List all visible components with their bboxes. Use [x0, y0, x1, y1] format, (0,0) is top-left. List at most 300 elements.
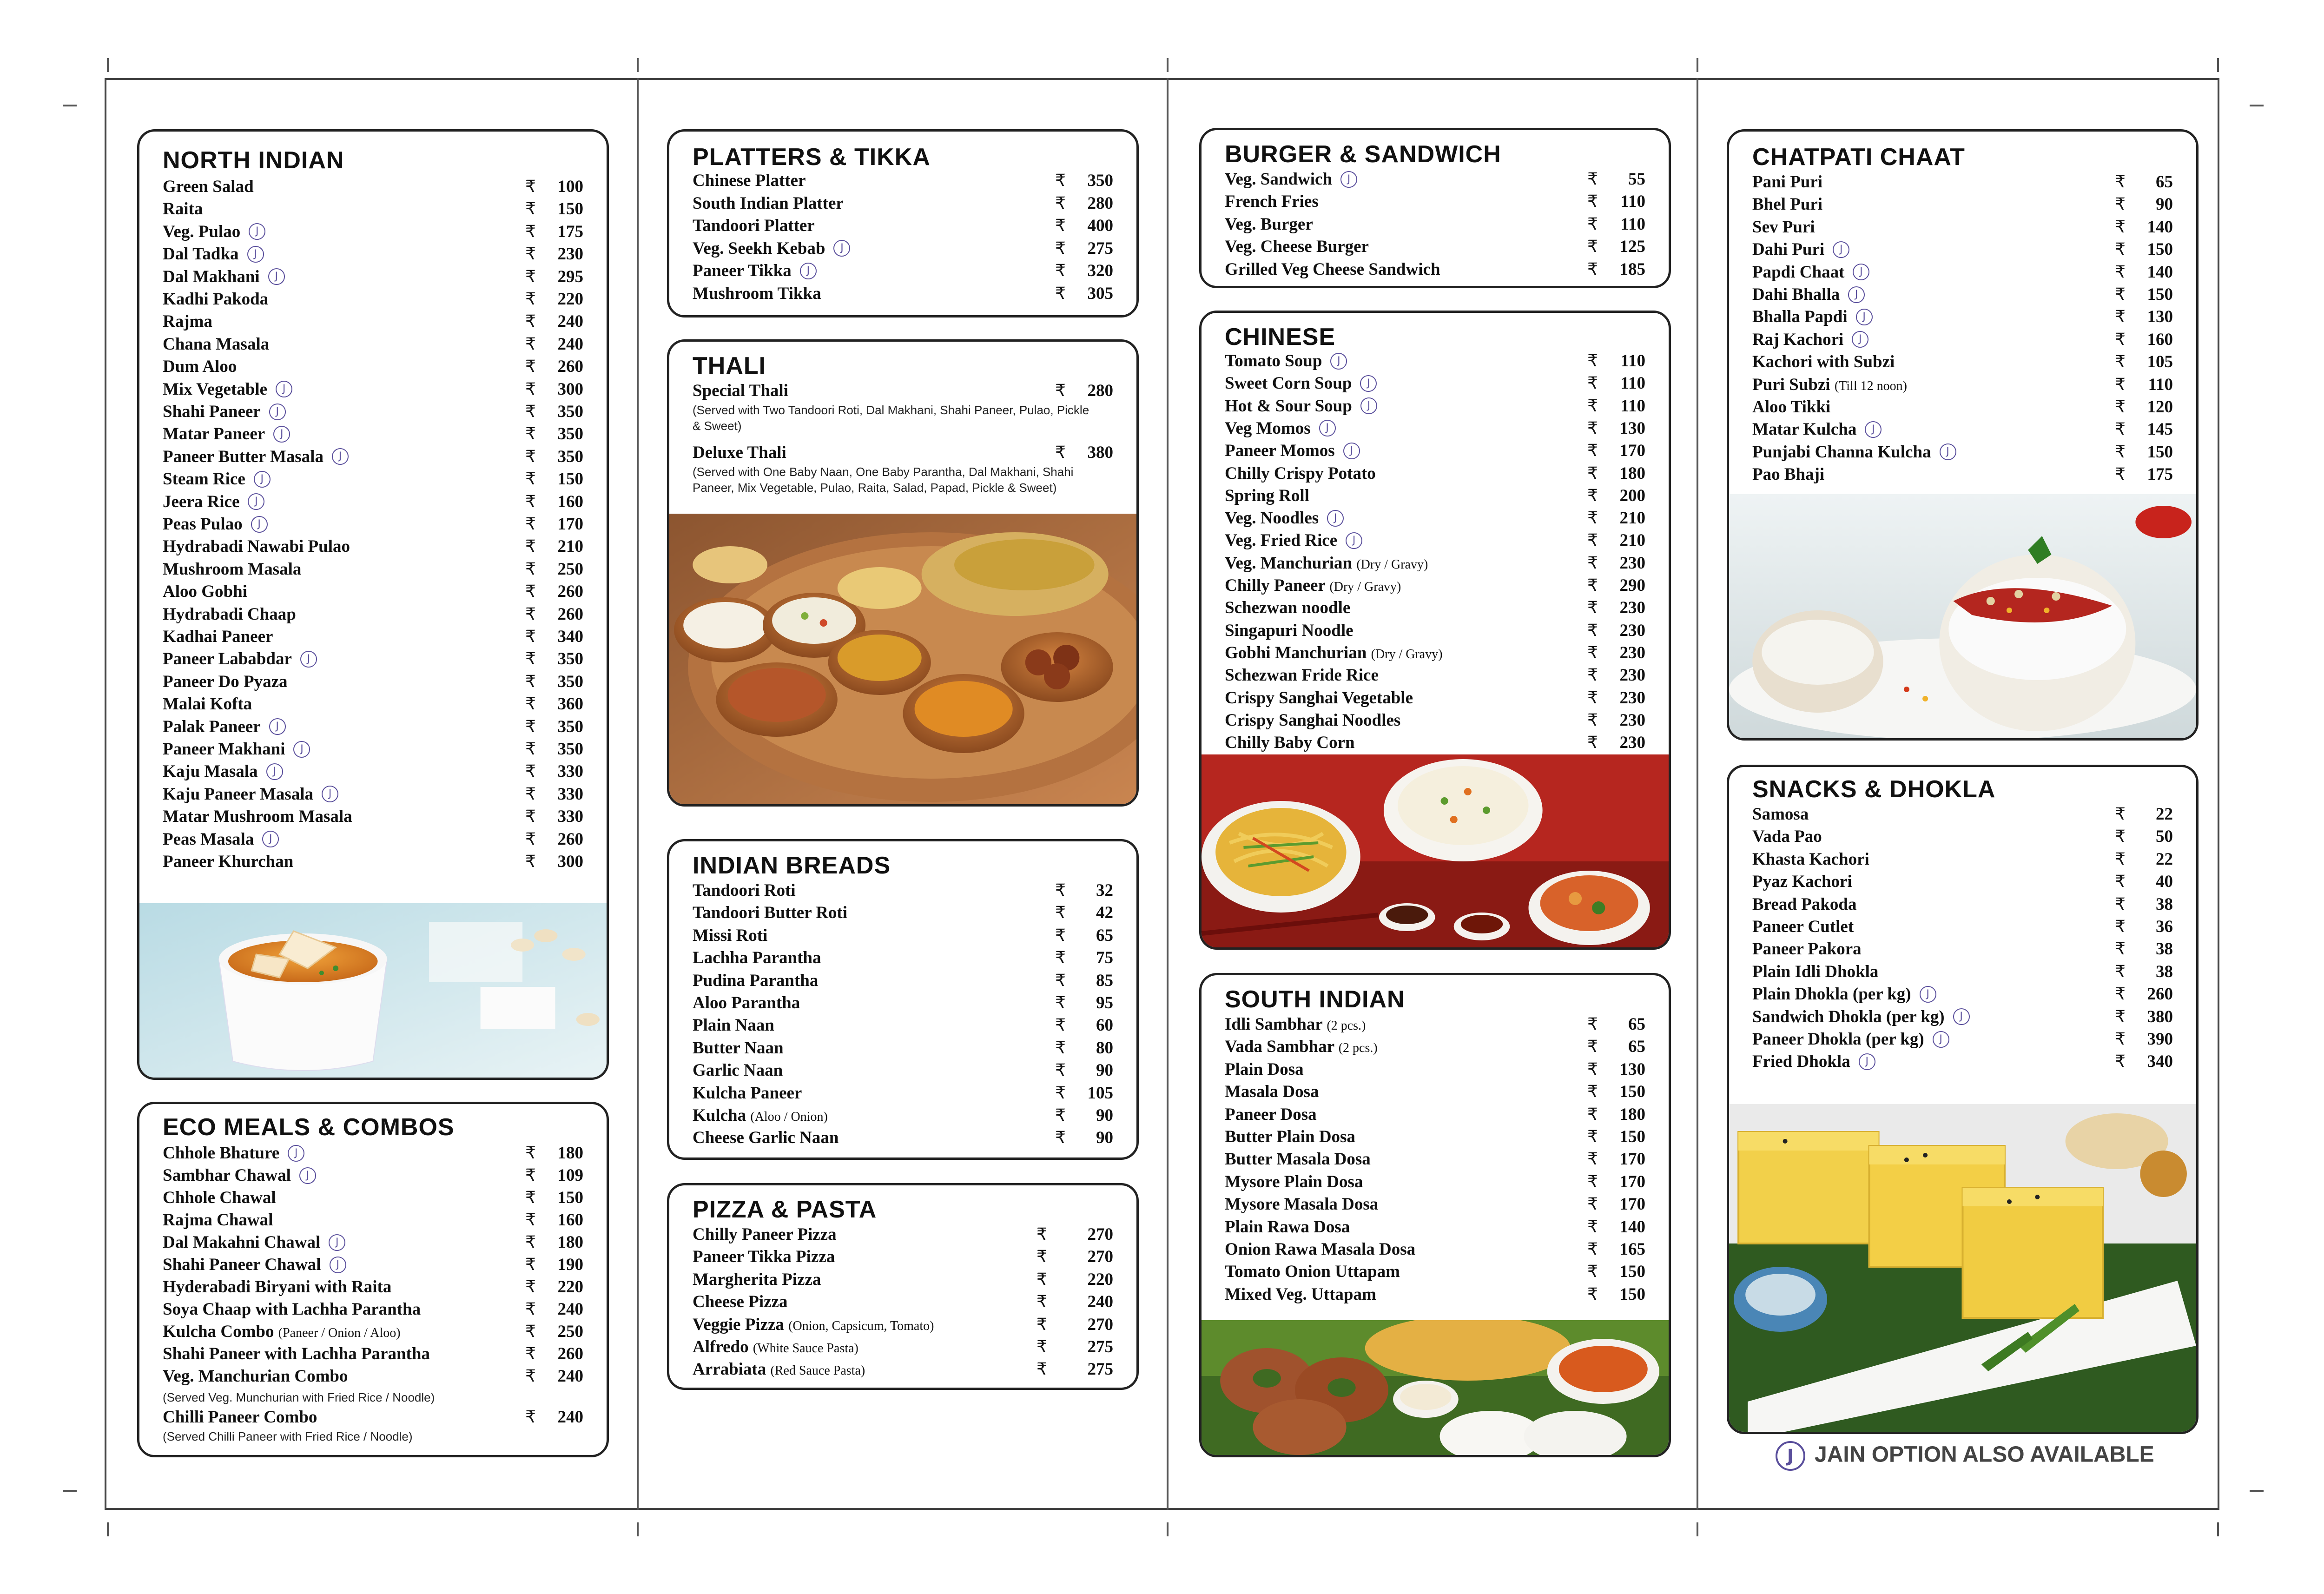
rupee-icon: ₹ — [525, 402, 536, 421]
rupee-icon: ₹ — [1587, 509, 1598, 528]
rupee-icon: ₹ — [525, 379, 536, 399]
item-price: 220 — [1087, 1270, 1113, 1289]
rupee-icon: ₹ — [525, 672, 536, 691]
rupee-icon: ₹ — [525, 740, 536, 759]
rupee-icon: ₹ — [1055, 948, 1066, 968]
item-name: French Fries — [1225, 192, 1319, 212]
item-price: 105 — [2147, 352, 2173, 372]
item-price: 125 — [1619, 237, 1645, 257]
item-price: 230 — [557, 245, 583, 264]
menu-item — [1752, 848, 2173, 871]
menu-item — [1752, 418, 2173, 441]
rupee-icon: ₹ — [525, 470, 536, 489]
item-name: Matar Paneer J — [163, 423, 290, 445]
item-name: Chhole Chawal — [163, 1188, 276, 1207]
item-price: 109 — [557, 1166, 583, 1185]
item-note: (Aloo / Onion) — [750, 1110, 828, 1124]
item-price: 80 — [1096, 1038, 1113, 1058]
rupee-icon: ₹ — [1587, 666, 1598, 685]
item-price: 300 — [557, 852, 583, 871]
item-price: 270 — [1087, 1315, 1113, 1334]
item-name: Shahi Paneer Chawal J — [163, 1254, 346, 1276]
item-price: 230 — [1619, 688, 1645, 708]
item-name: Soya Chaap with Lachha Parantha — [163, 1300, 421, 1319]
menu-item — [163, 1142, 583, 1164]
item-price: 38 — [2156, 962, 2173, 981]
jain-icon: J — [276, 381, 292, 397]
menu-item — [1225, 168, 1645, 191]
item-price: 305 — [1087, 284, 1113, 303]
menu-item — [693, 1059, 1113, 1082]
item-price: 65 — [1628, 1015, 1645, 1034]
item-note: (Dry / Gravy) — [1356, 557, 1428, 572]
menu-item — [693, 1127, 1113, 1149]
item-name: Rajma Chawal — [163, 1210, 273, 1230]
rupee-icon: ₹ — [1055, 284, 1066, 303]
item-name: Arrabiata (Red Sauce Pasta) — [693, 1360, 865, 1379]
jain-icon: J — [251, 516, 268, 533]
menu-item — [1225, 1104, 1645, 1126]
rupee-icon: ₹ — [1055, 1038, 1066, 1058]
menu-item — [693, 260, 1113, 282]
menu-item — [163, 1254, 583, 1276]
item-price: 230 — [1619, 621, 1645, 640]
item-name: Malai Kofta — [163, 694, 252, 714]
item-name: Pani Puri — [1752, 172, 1823, 192]
rupee-icon: ₹ — [1587, 1105, 1598, 1124]
rupee-icon: ₹ — [1055, 261, 1066, 280]
item-price: 350 — [557, 717, 583, 736]
rupee-icon: ₹ — [1587, 463, 1598, 483]
item-name: Fried Dhokla J — [1752, 1051, 1875, 1073]
rupee-icon: ₹ — [1587, 531, 1598, 550]
item-name: Matar Mushroom Masala — [163, 807, 352, 827]
item-name: Green Salad — [163, 177, 254, 196]
crop-mark — [63, 105, 77, 106]
menu-item — [163, 1231, 583, 1254]
item-name: Kulcha Paneer — [693, 1083, 802, 1103]
item-name: Peas Pulao J — [163, 513, 268, 536]
jain-icon: J — [248, 493, 264, 510]
item-name: Veggie Pizza (Onion, Capsicum, Tomato) — [693, 1315, 934, 1334]
section-north-indian — [137, 129, 609, 1080]
item-price: 260 — [557, 357, 583, 377]
item-name: Bhalla Papdi J — [1752, 306, 1873, 328]
jain-icon: J — [1330, 353, 1347, 370]
menu-item — [1225, 1283, 1645, 1306]
menu-item — [693, 1082, 1113, 1105]
jain-icon: J — [299, 1167, 316, 1184]
item-price: 60 — [1096, 1016, 1113, 1035]
item-name: Paneer Do Pyaza — [163, 672, 288, 691]
item-name: Matar Kulcha J — [1752, 418, 1882, 441]
item-price: 150 — [557, 470, 583, 489]
item-name: Cheese Garlic Naan — [693, 1128, 839, 1148]
jain-icon: J — [1953, 1008, 1970, 1025]
section-title: CHATPATI CHAAT — [1752, 144, 1965, 171]
item-price: 300 — [557, 379, 583, 399]
item-name: Chilly Paneer (Dry / Gravy) — [1225, 576, 1401, 595]
item-name: Kulcha Combo (Paneer / Onion / Aloo) — [163, 1322, 401, 1341]
item-price: 220 — [557, 290, 583, 309]
item-price: 350 — [557, 447, 583, 466]
rupee-icon: ₹ — [525, 447, 536, 466]
item-name: Vada Pao — [1752, 827, 1822, 847]
item-name: Kadhai Paneer — [163, 627, 273, 646]
section-snacks-dhokla — [1727, 765, 2199, 1434]
menu-item — [163, 738, 583, 761]
rupee-icon: ₹ — [525, 649, 536, 669]
item-note: (White Sauce Pasta) — [753, 1341, 858, 1356]
item-price: 42 — [1096, 903, 1113, 923]
item-price: 90 — [1096, 1061, 1113, 1080]
menu-item — [1752, 351, 2173, 373]
menu-item — [163, 491, 583, 513]
fold-line — [1167, 78, 1169, 1510]
rupee-icon: ₹ — [525, 717, 536, 736]
menu-item — [1225, 709, 1645, 732]
rupee-icon: ₹ — [2115, 442, 2126, 462]
menu-item — [1225, 417, 1645, 440]
item-name: Dal Makahni Chawal J — [163, 1231, 345, 1254]
item-name: Chana Masala — [163, 334, 270, 354]
item-name: Schezwan noodle — [1225, 598, 1351, 618]
item-price: 120 — [2147, 397, 2173, 417]
menu-item — [163, 333, 583, 356]
menu-item — [693, 283, 1113, 305]
item-price: 320 — [1087, 261, 1113, 280]
rupee-icon: ₹ — [525, 694, 536, 714]
rupee-icon: ₹ — [1587, 170, 1598, 189]
menu-item: Special Thali ₹ 280 — [693, 381, 1113, 400]
menu-item — [163, 783, 583, 806]
rupee-icon: ₹ — [1587, 553, 1598, 573]
menu-item — [1225, 1036, 1645, 1058]
item-note: (Dry / Gravy) — [1329, 580, 1401, 594]
rupee-icon: ₹ — [1055, 971, 1066, 990]
menu-item — [693, 947, 1113, 969]
rupee-icon: ₹ — [1055, 193, 1066, 213]
item-price: 350 — [557, 649, 583, 669]
menu-item — [1225, 620, 1645, 642]
item-price: 200 — [1619, 486, 1645, 505]
item-price: 230 — [1619, 598, 1645, 618]
rupee-icon: ₹ — [525, 559, 536, 579]
menu-item — [1225, 258, 1645, 281]
crop-mark — [2250, 105, 2264, 106]
jain-icon: J — [1859, 1053, 1875, 1070]
menu-item — [163, 581, 583, 603]
item-price: 330 — [557, 784, 583, 804]
item-price: 230 — [1619, 710, 1645, 730]
rupee-icon: ₹ — [525, 222, 536, 241]
item-price: 210 — [1619, 531, 1645, 550]
rupee-icon: ₹ — [1037, 1270, 1047, 1289]
item-price: 65 — [1096, 926, 1113, 945]
section-chinese — [1199, 311, 1671, 950]
menu-item — [1225, 1013, 1645, 1036]
jain-icon: J — [1933, 1031, 1949, 1048]
rupee-icon: ₹ — [525, 492, 536, 511]
jain-icon: J — [273, 426, 290, 443]
item-name: Alfredo (White Sauce Pasta) — [693, 1337, 858, 1356]
menu-item — [163, 1209, 583, 1231]
item-price: 170 — [1619, 1150, 1645, 1169]
item-price: 240 — [557, 1367, 583, 1386]
item-price: 170 — [1619, 1195, 1645, 1214]
menu-item — [163, 1343, 583, 1365]
menu-item — [163, 446, 583, 468]
menu-item — [163, 401, 583, 423]
item-name: Grilled Veg Cheese Sandwich — [1225, 259, 1440, 279]
jain-icon: J — [1343, 443, 1360, 459]
menu-item — [693, 1291, 1113, 1313]
item-note: (2 pcs.) — [1327, 1019, 1366, 1033]
item-name: Veg. Manchurian (Dry / Gravy) — [1225, 553, 1428, 573]
menu-item — [1752, 374, 2173, 396]
item-name: Mix Vegetable J — [163, 378, 292, 401]
rupee-icon: ₹ — [2115, 172, 2126, 192]
item-price: 150 — [557, 199, 583, 219]
item-name: Schezwan Fride Rice — [1225, 666, 1379, 685]
menu-item — [163, 288, 583, 311]
item-name: Sambhar Chawal J — [163, 1164, 316, 1187]
item-name: Kachori with Subzi — [1752, 352, 1895, 372]
item-price: 350 — [557, 740, 583, 759]
item-name: Jeera Rice J — [163, 491, 264, 513]
menu-item — [1752, 961, 2173, 983]
menu-item — [1752, 1006, 2173, 1028]
menu-item: Chilli Paneer Combo ₹ 240 — [163, 1408, 583, 1427]
menu-item — [163, 1321, 583, 1343]
crop-mark — [107, 58, 109, 72]
item-price: 340 — [2147, 1052, 2173, 1071]
rupee-icon: ₹ — [525, 1300, 536, 1319]
item-price: 140 — [1619, 1217, 1645, 1237]
rupee-icon: ₹ — [2115, 352, 2126, 372]
menu-item — [1225, 575, 1645, 597]
rupee-icon: ₹ — [2115, 1030, 2126, 1049]
item-name: Crispy Sanghai Vegetable — [1225, 688, 1413, 708]
rupee-icon: ₹ — [1055, 1016, 1066, 1035]
item-name: Plain Rawa Dosa — [1225, 1217, 1350, 1237]
item-price: 350 — [557, 424, 583, 444]
item-name: Dum Aloo — [163, 357, 237, 377]
rupee-icon: ₹ — [1587, 237, 1598, 257]
item-price: 330 — [557, 807, 583, 827]
item-price: 240 — [557, 334, 583, 354]
menu-item — [1752, 193, 2173, 216]
item-name: Vada Sambhar (2 pcs.) — [1225, 1037, 1378, 1057]
menu-item — [1225, 732, 1645, 754]
item-name: Samosa — [1752, 805, 1809, 824]
item-price: 260 — [557, 582, 583, 602]
item-name: Tandoori Butter Roti — [693, 903, 848, 923]
rupee-icon: ₹ — [2115, 985, 2126, 1004]
menu-item — [163, 1276, 583, 1298]
menu-item — [1225, 687, 1645, 709]
rupee-icon: ₹ — [1587, 1284, 1598, 1304]
menu-item — [163, 603, 583, 626]
jain-icon: J — [833, 240, 850, 257]
item-note: (Dry / Gravy) — [1371, 647, 1443, 661]
rupee-icon: ₹ — [525, 852, 536, 871]
menu-item — [1225, 642, 1645, 664]
item-name: Shahi Paneer with Lachha Parantha — [163, 1344, 430, 1363]
item-name: Aloo Tikki — [1752, 397, 1831, 417]
item-price: 180 — [1619, 463, 1645, 483]
jain-icon: J — [254, 471, 271, 488]
item-price: 185 — [1619, 259, 1645, 279]
menu-item — [1225, 1261, 1645, 1283]
menu-item — [163, 513, 583, 536]
rupee-icon: ₹ — [525, 807, 536, 827]
item-price: 240 — [557, 1300, 583, 1319]
menu-item — [1752, 803, 2173, 826]
item-name: Hot & Sour Soup J — [1225, 395, 1377, 417]
item-price: 50 — [2156, 827, 2173, 847]
rupee-icon: ₹ — [525, 537, 536, 556]
section-title: NORTH INDIAN — [163, 147, 344, 174]
rupee-icon: ₹ — [525, 762, 536, 781]
item-name: Chilly Paneer Pizza — [693, 1225, 837, 1244]
rupee-icon: ₹ — [525, 1188, 536, 1207]
item-name: Palak Paneer J — [163, 716, 286, 738]
menu-item — [693, 170, 1113, 192]
section-thali — [667, 339, 1139, 807]
item-price: 150 — [1619, 1127, 1645, 1146]
menu-item — [1752, 463, 2173, 486]
menu-item — [163, 716, 583, 738]
item-name: Pao Bhaji — [1752, 465, 1825, 484]
jain-icon: J — [332, 448, 349, 465]
item-name: Paneer Khurchan — [163, 852, 294, 871]
jain-icon: J — [330, 1257, 346, 1273]
jain-icon: J — [1360, 397, 1377, 414]
item-note: (Red Sauce Pasta) — [770, 1363, 865, 1378]
rupee-icon: ₹ — [525, 199, 536, 219]
item-price: 150 — [557, 1188, 583, 1207]
rupee-icon: ₹ — [1055, 171, 1066, 190]
rupee-icon: ₹ — [1587, 710, 1598, 730]
rupee-icon: ₹ — [1587, 259, 1598, 279]
rupee-icon: ₹ — [1587, 1195, 1598, 1214]
item-name: Hydrabadi Nawabi Pulao — [163, 537, 350, 556]
rupee-icon: ₹ — [2115, 330, 2126, 349]
item-name: Veg. Cheese Burger — [1225, 237, 1369, 257]
item-name: Paneer Butter Masala J — [163, 446, 349, 468]
item-name: Puri Subzi (Till 12 noon) — [1752, 375, 1907, 394]
menu-item — [1225, 485, 1645, 507]
item-price: 350 — [557, 672, 583, 691]
item-name: Dal Makhani J — [163, 266, 285, 288]
item-name: Plain Idli Dhokla — [1752, 962, 1879, 981]
item-name: Veg Momos J — [1225, 417, 1336, 440]
item-name: Mixed Veg. Uttapam — [1225, 1284, 1376, 1304]
crop-mark — [1167, 58, 1169, 72]
item-price: 110 — [1620, 396, 1645, 416]
item-price: 75 — [1096, 948, 1113, 968]
rupee-icon: ₹ — [2115, 1052, 2126, 1071]
item-name: Tomato Onion Uttapam — [1225, 1262, 1400, 1282]
item-price: 65 — [2156, 172, 2173, 192]
jain-icon: J — [1833, 241, 1849, 258]
item-name: Mushroom Tikka — [693, 284, 821, 303]
item-name: Bhel Puri — [1752, 195, 1823, 214]
section-indian-breads — [667, 839, 1139, 1160]
menu-item — [1225, 1081, 1645, 1103]
jain-icon: J — [288, 1145, 304, 1162]
item-name: Kulcha (Aloo / Onion) — [693, 1106, 828, 1125]
item-name: Paneer Dhokla (per kg) J — [1752, 1028, 1949, 1051]
rupee-icon: ₹ — [525, 1322, 536, 1341]
item-name: Rajma — [163, 312, 212, 331]
rupee-icon: ₹ — [1587, 1172, 1598, 1191]
item-name: Plain Dosa — [1225, 1059, 1304, 1079]
menu-item — [163, 761, 583, 783]
rupee-icon: ₹ — [1587, 1015, 1598, 1034]
jain-icon: J — [1852, 331, 1868, 348]
menu-item — [163, 1365, 583, 1388]
chinese-food-photo — [1202, 754, 1669, 947]
item-name: Aloo Parantha — [693, 993, 800, 1012]
menu-item — [163, 221, 583, 243]
rupee-icon: ₹ — [2115, 805, 2126, 824]
menu-item — [1225, 350, 1645, 372]
menu-item — [693, 1269, 1113, 1291]
rupee-icon: ₹ — [1587, 351, 1598, 370]
item-name: Onion Rawa Masala Dosa — [1225, 1240, 1416, 1259]
menu-item: Deluxe Thali ₹ 380 — [693, 443, 1113, 462]
item-name: Raj Kachori J — [1752, 329, 1868, 351]
jain-icon: J — [293, 741, 310, 758]
item-note: (2 pcs.) — [1338, 1041, 1378, 1056]
rupee-icon: ₹ — [1037, 1292, 1047, 1312]
item-name: Paneer Tikka Pizza — [693, 1247, 835, 1267]
rupee-icon: ₹ — [2115, 894, 2126, 914]
crop-mark — [637, 1522, 639, 1536]
rupee-icon: ₹ — [1587, 621, 1598, 640]
menu-item — [1225, 552, 1645, 575]
item-name: Khasta Kachori — [1752, 849, 1869, 869]
rupee-icon: ₹ — [2115, 917, 2126, 936]
item-name: Shahi Paneer J — [163, 401, 286, 423]
item-price: 110 — [1620, 374, 1645, 393]
menu-item — [693, 1224, 1113, 1246]
crop-mark — [1697, 1522, 1698, 1536]
jain-icon: J — [268, 268, 285, 285]
item-name: Mysore Masala Dosa — [1225, 1195, 1379, 1214]
section-title: THALI — [693, 352, 766, 379]
menu-item — [163, 558, 583, 581]
item-price: 250 — [557, 559, 583, 579]
item-name: Chilly Baby Corn — [1225, 733, 1355, 753]
item-price: 175 — [2147, 465, 2173, 484]
item-price: 40 — [2156, 872, 2173, 892]
rupee-icon: ₹ — [525, 334, 536, 354]
item-price: 165 — [1619, 1240, 1645, 1259]
menu-item — [1752, 329, 2173, 351]
item-name: Sandwich Dhokla (per kg) J — [1752, 1006, 1970, 1028]
rupee-icon: ₹ — [1055, 993, 1066, 1012]
menu-item — [1225, 440, 1645, 462]
rupee-icon: ₹ — [2115, 240, 2126, 259]
section-title: PLATTERS & TIKKA — [693, 144, 931, 171]
item-price: 130 — [1619, 418, 1645, 438]
menu-item — [1752, 893, 2173, 916]
crop-mark — [2250, 1490, 2264, 1492]
item-name: Peas Masala J — [163, 828, 279, 851]
